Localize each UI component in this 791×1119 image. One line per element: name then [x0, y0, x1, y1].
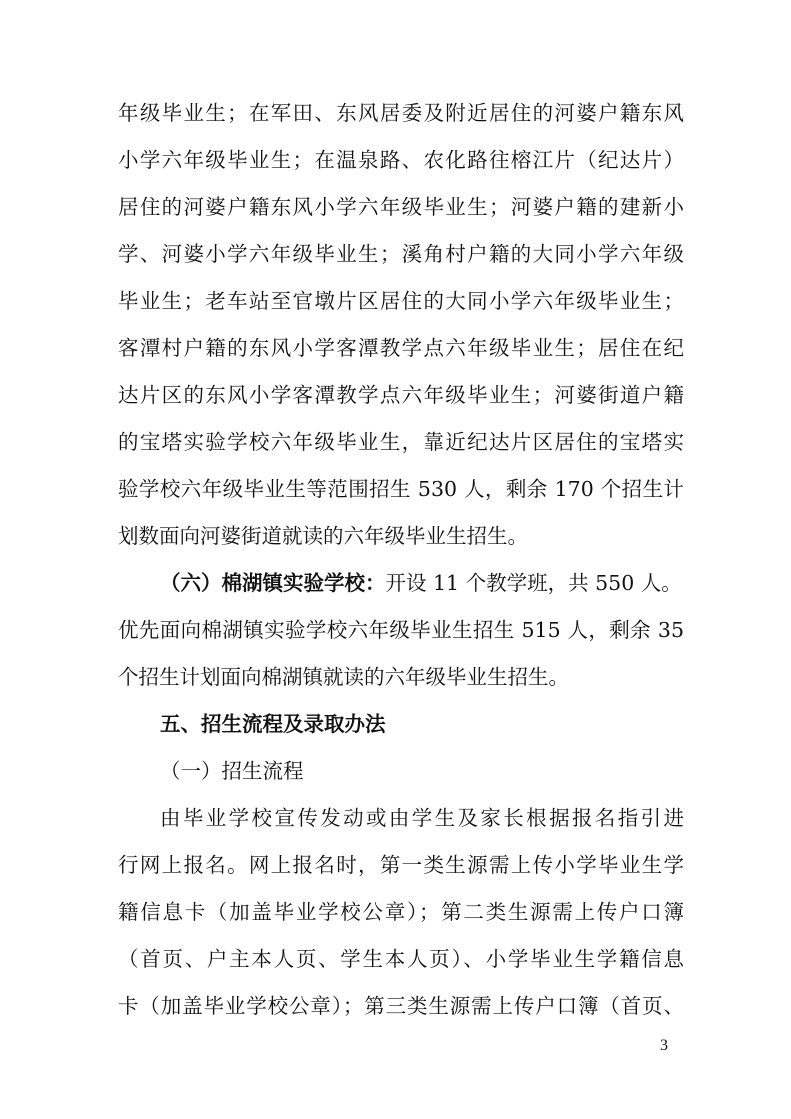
body-line: 卡（加盖毕业学校公章）；第三类生源需上传户口簿（首页、 — [118, 994, 684, 1018]
body-line: 小学六年级毕业生；在温泉路、农化路往榕江片（纪达片） — [118, 148, 684, 172]
body-line: 由毕业学校宣传发动或由学生及家长根据报名指引进 — [160, 806, 684, 830]
page-number: 3 — [660, 1037, 668, 1054]
body-line: （首页、户主本人页、学生本人页）、小学毕业生学籍信息 — [118, 947, 684, 971]
body-line: 个招生计划面向棉湖镇就读的六年级毕业生招生。 — [118, 665, 569, 689]
section-six-text: 开设 11 个教学班，共 550 人。 — [385, 571, 682, 595]
body-line: 验学校六年级毕业生等范围招生 530 人，剩余 170 个招生计 — [118, 477, 684, 501]
body-line: 居住的河婆户籍东风小学六年级毕业生；河婆户籍的建新小 — [118, 195, 684, 219]
sub-heading: （一）招生流程 — [160, 759, 304, 783]
body-line: 籍信息卡（加盖毕业学校公章）；第二类生源需上传户口簿 — [118, 900, 684, 924]
section-heading: 五、招生流程及录取办法 — [160, 712, 386, 736]
body-line: 学、河婆小学六年级毕业生；溪角村户籍的大同小学六年级 — [118, 242, 684, 266]
body-line: 达片区的东风小学客潭教学点六年级毕业生；河婆街道户籍 — [118, 383, 684, 407]
section-six-label: （六）棉湖镇实验学校： — [160, 571, 386, 595]
body-line: 客潭村户籍的东风小学客潭教学点六年级毕业生；居住在纪 — [118, 336, 684, 360]
body-line: 划数面向河婆街道就读的六年级毕业生招生。 — [118, 524, 528, 548]
body-line: 的宝塔实验学校六年级毕业生，靠近纪达片区居住的宝塔实 — [118, 430, 684, 454]
body-line: 优先面向棉湖镇实验学校六年级毕业生招生 515 人，剩余 35 — [118, 618, 684, 642]
body-line: 年级毕业生；在军田、东风居委及附近居住的河婆户籍东风 — [118, 101, 684, 125]
body-line: 行网上报名。网上报名时，第一类生源需上传小学毕业生学 — [118, 853, 684, 877]
body-line: 毕业生；老车站至官墩片区居住的大同小学六年级毕业生； — [118, 289, 684, 313]
section-six-line — [160, 569, 682, 597]
